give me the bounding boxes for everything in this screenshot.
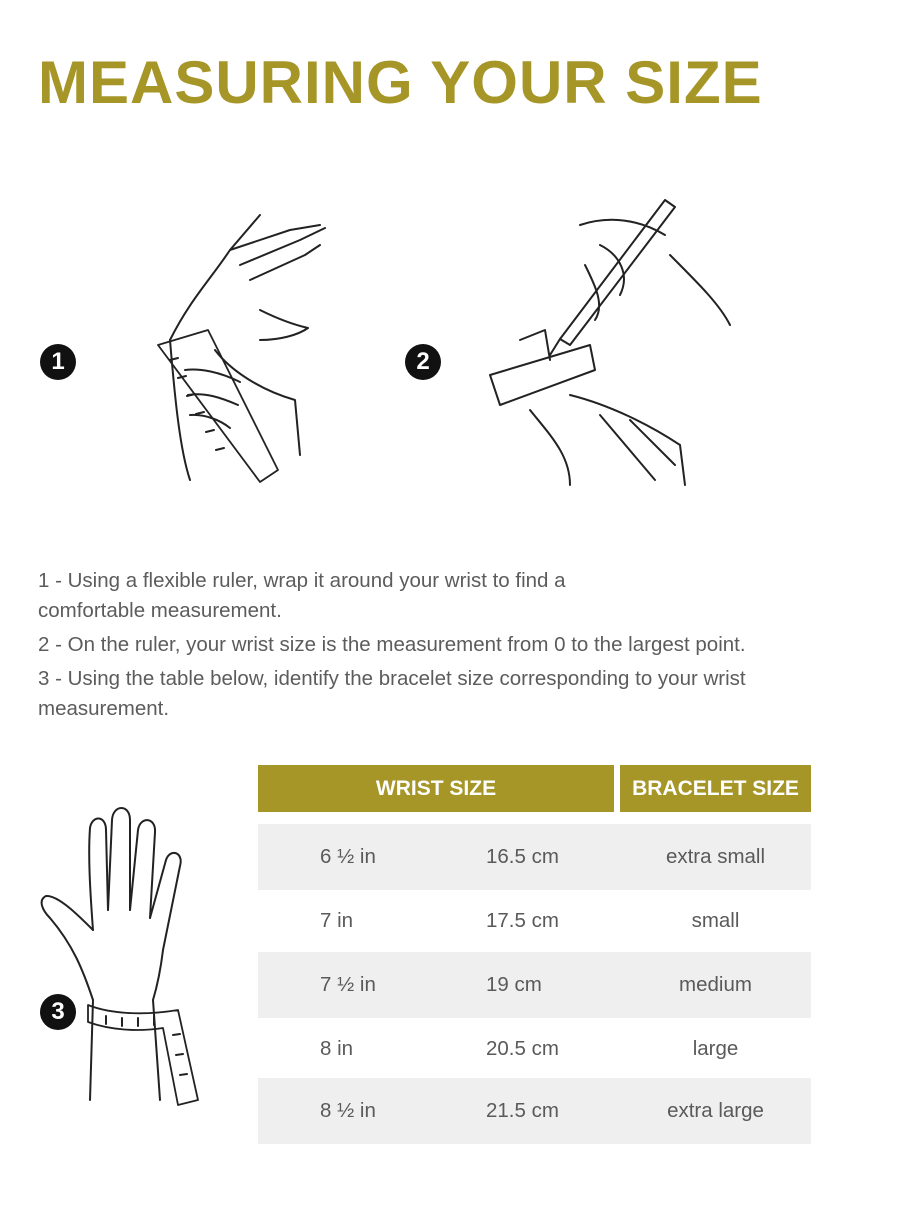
bracelet-size: extra small [665,845,766,868]
wrist-cm: 20.5 cm [486,1037,559,1060]
table-row [258,1078,811,1144]
step-1-badge [40,344,76,380]
bracelet-size: large [692,1037,739,1060]
wrist-size-header: WRIST SIZE [258,765,614,812]
instruction-3: 3 - Using the table below, identify the bracelet size corresponding to your wrist measurement. [38,667,746,720]
bracelet-size: medium [679,973,752,996]
wrist-inches: 8 in [320,1037,354,1060]
wrist-cm: 21.5 cm [486,1099,559,1122]
step-2-badge [405,344,441,380]
step-1-number: 1 [51,348,65,375]
wrist-cm: 19 cm [486,973,542,996]
wrist-cm: 17.5 cm [486,909,559,932]
step-3-number: 3 [51,998,65,1025]
wrist-inches: 6 ½ in [320,845,376,868]
bracelet-size-header: BRACELET SIZE [620,765,811,812]
table-row [258,888,811,954]
ruler-mark-illustration [470,195,740,505]
instructions [38,566,838,728]
wrist-inches: 7 ½ in [320,973,376,996]
page-title: MEASURING YOUR SIZE [38,49,763,116]
bracelet-size: extra large [667,1099,764,1122]
bracelet-size: small [691,909,740,932]
wrist-cm: 16.5 cm [486,845,559,868]
table-row [258,824,811,890]
wrist-wrap-illustration [130,200,340,500]
wrist-inches: 8 ½ in [320,1099,376,1122]
hand-measure-illustration [38,800,208,1110]
instruction-1: 1 - Using a flexible ruler, wrap it around your wrist to find a comfortable measurement. [38,569,566,622]
table-row [258,1016,811,1082]
wrist-inches: 7 in [320,909,354,932]
table-row [258,952,811,1018]
step-2-number: 2 [416,348,430,375]
instruction-2: 2 - On the ruler, your wrist size is the measurement from 0 to the largest point. [38,633,746,656]
